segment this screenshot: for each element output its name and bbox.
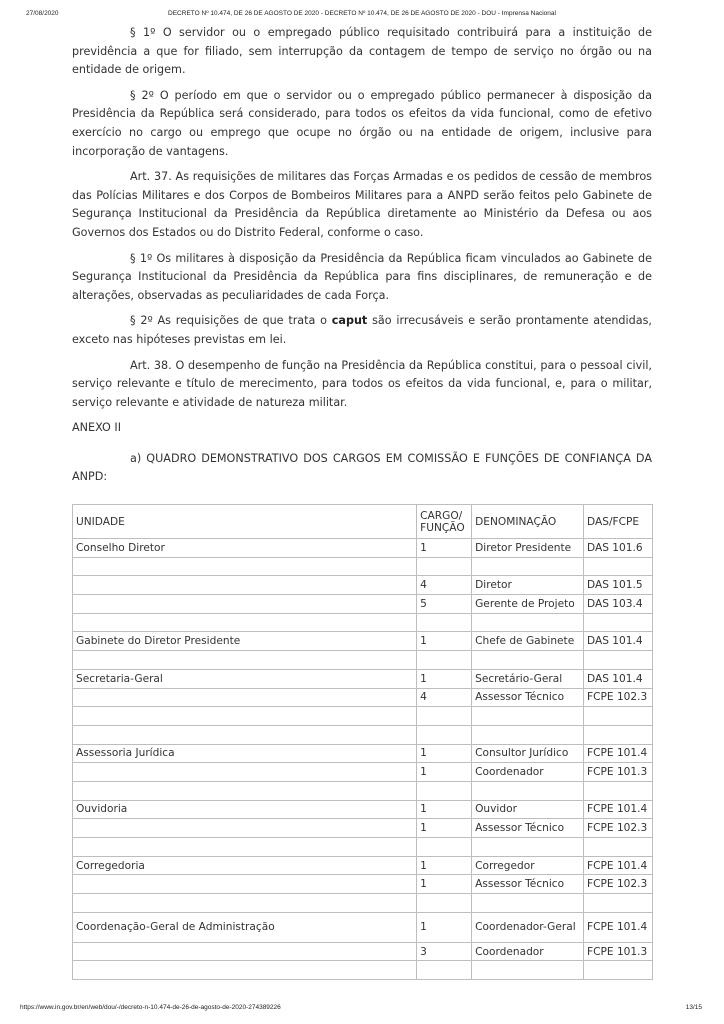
table-row: [73, 539, 653, 558]
cell-das-fcpe: FCPE 101.3: [584, 942, 653, 961]
table-header-row: [73, 505, 653, 539]
cell-cargo: 3: [417, 942, 472, 961]
table-row: [73, 651, 653, 670]
cell-cargo: [417, 961, 472, 980]
cell-cargo: [417, 781, 472, 800]
cell-cargo: [417, 557, 472, 576]
cell-das-fcpe: [584, 651, 653, 670]
cell-unidade: [73, 595, 417, 614]
cell-unidade: Gabinete do Diretor Presidente: [73, 632, 417, 651]
table-row: [73, 744, 653, 763]
cell-denominacao: Diretor: [472, 576, 584, 595]
cell-cargo: 4: [417, 576, 472, 595]
table-row: [73, 707, 653, 726]
cell-das-fcpe: FCPE 102.3: [584, 688, 653, 707]
cell-cargo: 1: [417, 912, 472, 942]
cell-cargo: 1: [417, 539, 472, 558]
cell-denominacao: [472, 725, 584, 744]
cell-das-fcpe: FCPE 102.3: [584, 875, 653, 894]
text: são irrecusáveis e serão prontamente atendidas, exceto nas hipóteses previstas em lei.: [72, 314, 652, 346]
paragraph: § 1º O servidor ou o empregado público requisitado contribuirá para a instituição de previdência a que for filiado, sem interrupção da contagem de tempo de serviço no órgão ou na entidade de origem.: [72, 26, 652, 77]
table-row: [73, 669, 653, 688]
cell-denominacao: Coordenador-Geral: [472, 912, 584, 942]
cell-denominacao: Assessor Técnico: [472, 819, 584, 838]
cell-das-fcpe: [584, 707, 653, 726]
cell-das-fcpe: FCPE 101.4: [584, 856, 653, 875]
cell-cargo: [417, 651, 472, 670]
cell-denominacao: [472, 613, 584, 632]
cell-das-fcpe: DAS 103.4: [584, 595, 653, 614]
cell-das-fcpe: FCPE 101.4: [584, 912, 653, 942]
table-row: [73, 838, 653, 857]
cell-cargo: [417, 838, 472, 857]
cell-unidade: Corregedoria: [73, 856, 417, 875]
cell-denominacao: Coordenador: [472, 942, 584, 961]
paragraph: § 2º O período em que o servidor ou o empregado público permanecer à disposição da Presidência da República será considerado, para todos os efeitos da vida funcional, como de efetivo exercício no cargo ou emprego que ocupe no órgão ou na entidade de origem, inclusive para incorporação de vantagens.: [72, 88, 652, 158]
cell-denominacao: [472, 961, 584, 980]
cell-unidade: Coordenação-Geral de Administração: [73, 912, 417, 942]
header-das-fcpe: DAS/FCPE: [584, 505, 653, 539]
table-row: [73, 961, 653, 980]
cell-cargo: 1: [417, 744, 472, 763]
cell-unidade: Ouvidoria: [73, 800, 417, 819]
cell-denominacao: [472, 838, 584, 857]
cell-denominacao: Diretor Presidente: [472, 539, 584, 558]
table-row: [73, 856, 653, 875]
cell-denominacao: Coordenador: [472, 763, 584, 782]
page-number: 13/15: [685, 1004, 702, 1011]
cell-das-fcpe: DAS 101.5: [584, 576, 653, 595]
table-row: [73, 819, 653, 838]
cell-das-fcpe: [584, 961, 653, 980]
cell-cargo: [417, 707, 472, 726]
cell-unidade: [73, 875, 417, 894]
cell-denominacao: [472, 707, 584, 726]
cell-unidade: [73, 961, 417, 980]
cell-cargo: 1: [417, 800, 472, 819]
cell-cargo: 1: [417, 819, 472, 838]
cell-denominacao: Gerente de Projeto: [472, 595, 584, 614]
positions-table: [72, 504, 653, 980]
cell-unidade: [73, 819, 417, 838]
cell-unidade: [73, 838, 417, 857]
cell-cargo: 1: [417, 856, 472, 875]
cell-denominacao: Secretário-Geral: [472, 669, 584, 688]
cell-cargo: [417, 613, 472, 632]
cell-das-fcpe: DAS 101.4: [584, 669, 653, 688]
table-row: [73, 894, 653, 913]
paragraph: Art. 37. As requisições de militares das Forças Armadas e os pedidos de cessão de membros das Polícias Militares e dos Corpos de Bombeiros Militares para a ANPD serão feitos pelo Gabinete de Segurança Institucional da Presidência da República diretamente ao Ministério da Defesa ou aos Governos dos Estados ou do Distrito Federal, conforme o caso.: [72, 170, 652, 239]
cell-cargo: 1: [417, 763, 472, 782]
cell-unidade: [73, 781, 417, 800]
cell-das-fcpe: [584, 838, 653, 857]
cell-denominacao: [472, 557, 584, 576]
cell-denominacao: [472, 651, 584, 670]
cell-unidade: [73, 576, 417, 595]
table-row: [73, 557, 653, 576]
cell-das-fcpe: [584, 725, 653, 744]
page-url: https://www.in.gov.br/en/web/dou/-/decreto-n-10.474-de-26-de-agosto-de-2020-274389226: [20, 1004, 281, 1011]
cell-das-fcpe: FCPE 101.3: [584, 763, 653, 782]
cell-unidade: [73, 651, 417, 670]
table-caption: a) QUADRO DEMONSTRATIVO DOS CARGOS EM COMISSÃO E FUNÇÕES DE CONFIANÇA DA ANPD:: [72, 451, 652, 484]
annex-title: ANEXO II: [72, 421, 121, 435]
cell-denominacao: Assessor Técnico: [472, 688, 584, 707]
caput-bold: caput: [331, 314, 368, 328]
paragraph: Art. 38. O desempenho de função na Presidência da República constitui, para o pessoal civil, serviço relevante e título de merecimento, para todos os efeitos da vida funcional, e, para o militar, serviço relevante e atividade de natureza militar.: [72, 358, 652, 409]
print-date: 27/08/2020: [26, 10, 59, 17]
cell-das-fcpe: FCPE 101.4: [584, 800, 653, 819]
cell-denominacao: [472, 894, 584, 913]
cell-unidade: [73, 725, 417, 744]
cell-das-fcpe: DAS 101.6: [584, 539, 653, 558]
cell-das-fcpe: FCPE 102.3: [584, 819, 653, 838]
cell-unidade: [73, 942, 417, 961]
cell-das-fcpe: [584, 894, 653, 913]
cell-cargo: 4: [417, 688, 472, 707]
print-title: DECRETO Nº 10.474, DE 26 DE AGOSTO DE 2020 - DECRETO Nº 10.474, DE 26 DE AGOSTO DE 2020 - DOU - Imprensa Nacional: [168, 10, 556, 17]
cell-unidade: [73, 707, 417, 726]
cell-das-fcpe: [584, 613, 653, 632]
table-row: [73, 763, 653, 782]
cell-denominacao: Consultor Jurídico: [472, 744, 584, 763]
cell-denominacao: Corregedor: [472, 856, 584, 875]
cell-denominacao: [472, 781, 584, 800]
table-row: [73, 725, 653, 744]
document-body: [72, 24, 652, 494]
header-cargo-funcao: CARGO/ FUNÇÃO: [417, 505, 472, 539]
cell-cargo: 5: [417, 595, 472, 614]
cell-unidade: [73, 557, 417, 576]
cell-das-fcpe: DAS 101.4: [584, 632, 653, 651]
cell-denominacao: Assessor Técnico: [472, 875, 584, 894]
cell-cargo: 1: [417, 632, 472, 651]
cell-unidade: [73, 613, 417, 632]
table-row: [73, 613, 653, 632]
paragraph: § 1º Os militares à disposição da Presidência da República ficam vinculados ao Gabinete de Segurança Institucional da Presidência da República para fins disciplinares, de remuneração e de alterações, observadas as peculiaridades de cada Força.: [72, 251, 652, 302]
table-row: [73, 632, 653, 651]
cell-unidade: Conselho Diretor: [73, 539, 417, 558]
text: § 2º As requisições de que trata o: [130, 314, 332, 328]
cell-denominacao: Chefe de Gabinete: [472, 632, 584, 651]
table-row: [73, 942, 653, 961]
table-row: [73, 875, 653, 894]
cell-unidade: Assessoria Jurídica: [73, 744, 417, 763]
paragraph: [72, 312, 652, 349]
cell-das-fcpe: [584, 557, 653, 576]
cell-unidade: [73, 894, 417, 913]
cell-das-fcpe: [584, 781, 653, 800]
table-row: [73, 576, 653, 595]
header-denominacao: DENOMINAÇÃO: [472, 505, 584, 539]
cell-unidade: Secretaria-Geral: [73, 669, 417, 688]
cell-cargo: [417, 725, 472, 744]
cell-denominacao: Ouvidor: [472, 800, 584, 819]
table-row: [73, 595, 653, 614]
cell-cargo: 1: [417, 669, 472, 688]
table-row: [73, 912, 653, 942]
cell-cargo: [417, 894, 472, 913]
table-row: [73, 688, 653, 707]
cell-unidade: [73, 688, 417, 707]
table-row: [73, 800, 653, 819]
cell-unidade: [73, 763, 417, 782]
table-row: [73, 781, 653, 800]
cell-das-fcpe: FCPE 101.4: [584, 744, 653, 763]
cell-cargo: 1: [417, 875, 472, 894]
header-unidade: UNIDADE: [73, 505, 417, 539]
